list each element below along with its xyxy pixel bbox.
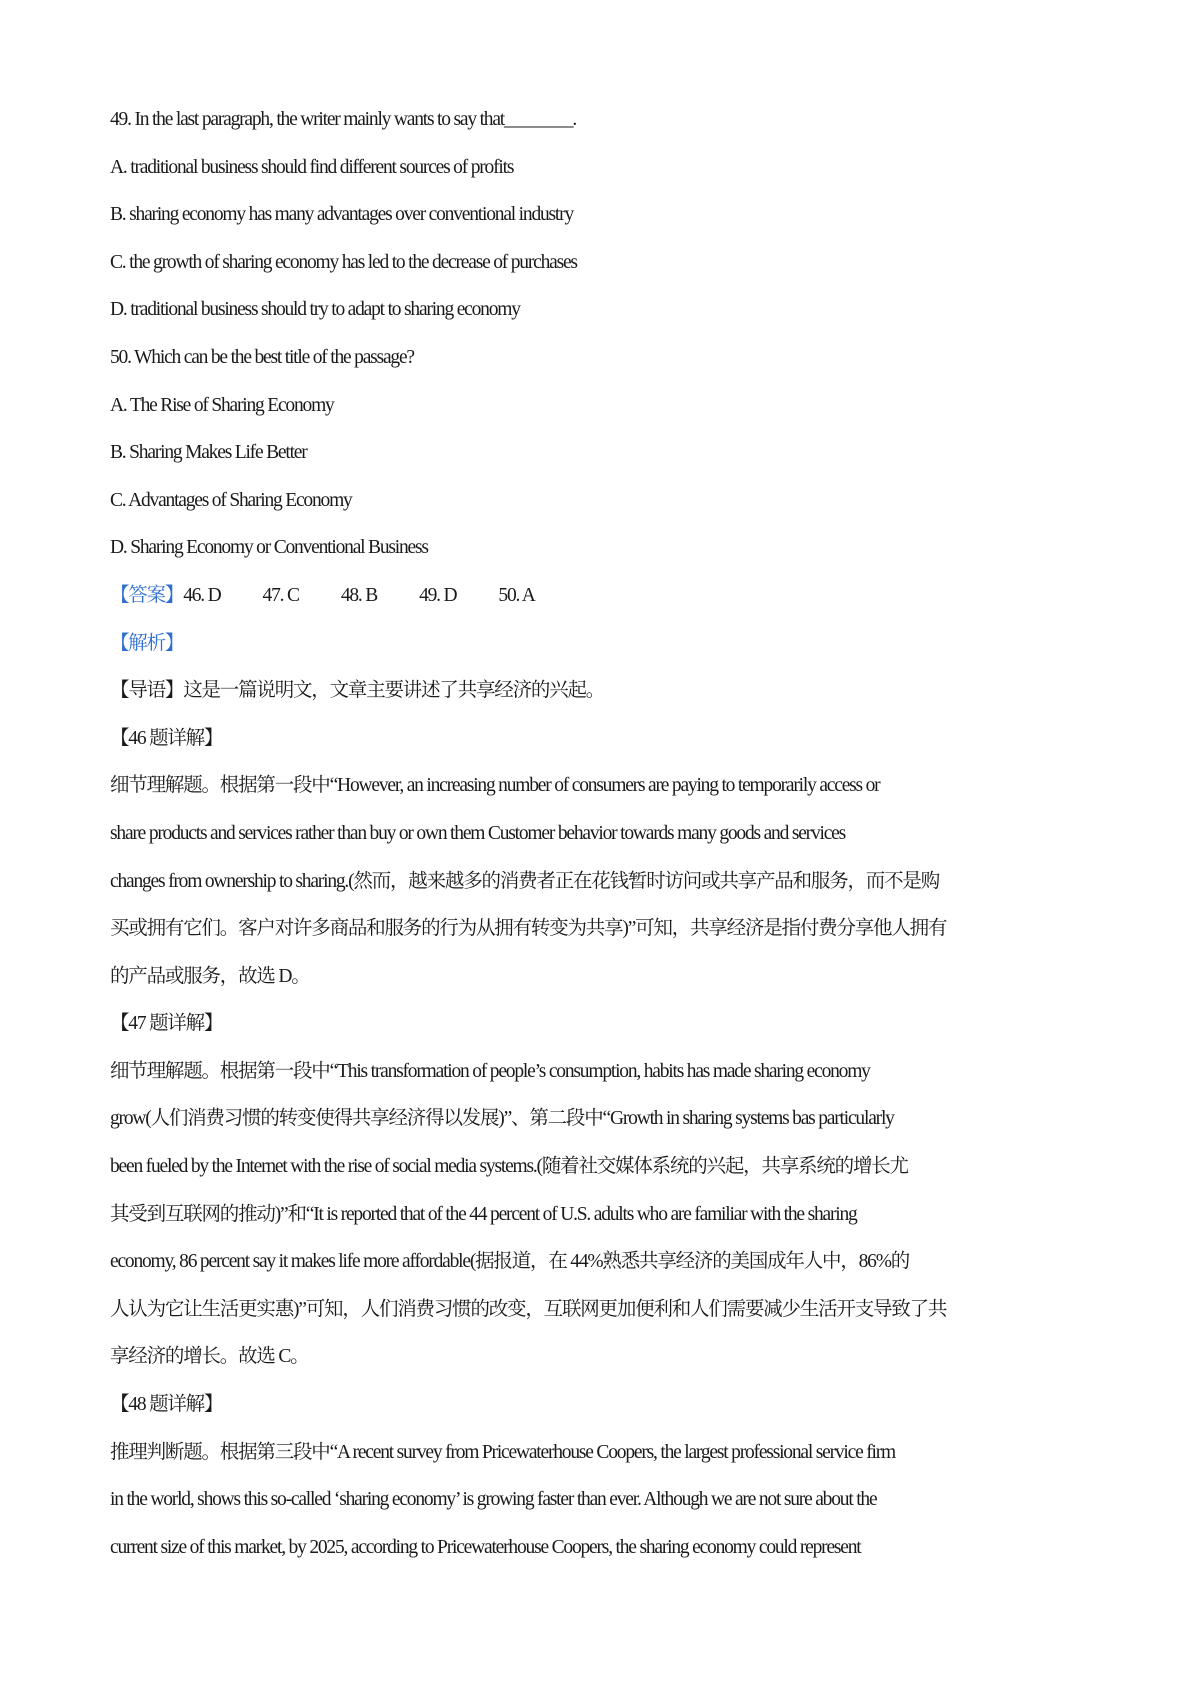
question-48-explanation	[110, 1429, 1100, 1572]
question-49-option-c: C. the growth of sharing economy has led to the decrease of purchases	[110, 251, 577, 273]
explanation-line: 的产品或服务，故选 D。	[110, 965, 310, 987]
answer-item: 46. D	[183, 584, 221, 606]
explanation-line: 买或拥有它们。客户对许多商品和服务的行为从拥有转变为共享)”可知，共享经济是指付费分享他人拥有	[110, 918, 947, 940]
question-49-option-b: B. sharing economy has many advantages over conventional industry	[110, 204, 573, 226]
question-48-explanation-header: 【48 题详解】	[110, 1394, 223, 1416]
question-50-option-c: C. Advantages of Sharing Economy	[110, 489, 352, 511]
explanation-line: changes from ownership to sharing.(然而，越来越多的消费者正在花钱暂时访问或共享产品和服务，而不是购	[110, 870, 939, 892]
explanation-line: 享经济的增长。故选 C。	[110, 1346, 309, 1368]
explanation-line: been fueled by the Internet with the rise of social media systems.(随着社交媒体系统的兴起，共享系统的增长尤	[110, 1156, 908, 1178]
answer-item: 48. B	[340, 584, 378, 606]
guide-text: 【导语】这是一篇说明文，文章主要讲述了共享经济的兴起。	[110, 680, 605, 702]
answer-item: 49. D	[419, 584, 457, 606]
question-50-option-a: A. The Rise of Sharing Economy	[110, 394, 334, 416]
question-50-option-d: D. Sharing Economy or Conventional Business	[110, 537, 428, 559]
explanation-line: 细节理解题。根据第一段中“However, an increasing number of consumers are paying to temporarily access or	[110, 775, 880, 797]
question-50-option-b: B. Sharing Makes Life Better	[110, 442, 307, 464]
question-49-option-d: D. traditional business should try to adapt to sharing economy	[110, 299, 520, 321]
explanation-line: 人认为它让生活更实惠)”可知，人们消费习惯的改变，互联网更加便利和人们需要减少生活开支导致了共	[110, 1298, 947, 1320]
document-page	[110, 96, 1100, 1571]
explanation-line: 其受到互联网的推动)”和“It is reported that of the 44 percent of U.S. adults who are familiar with the sharing	[110, 1203, 857, 1225]
answer-item: 47. C	[262, 584, 299, 606]
question-47-explanation	[110, 1048, 1100, 1381]
question-46-explanation	[110, 762, 1100, 1000]
answer-label: 【答案】	[110, 584, 184, 606]
question-46-explanation-header: 【46 题详解】	[110, 727, 223, 749]
explanation-line: 推理判断题。根据第三段中“A recent survey from Pricewaterhouse Coopers, the largest professional service firm	[110, 1441, 896, 1463]
explanation-line: in the world, shows this so-called ‘sharing economy’ is growing faster than ever. Although we are not sure about the	[110, 1489, 877, 1511]
explanation-line: grow(人们消费习惯的转变使得共享经济得以发展)”、第二段中“Growth in sharing systems bas particularly	[110, 1108, 894, 1130]
question-49-option-a: A. traditional business should find different sources of profits	[110, 156, 514, 178]
question-47-explanation-header: 【47 题详解】	[110, 1013, 223, 1035]
question-50-stem: 50. Which can be the best title of the passage?	[110, 346, 414, 368]
question-49-stem: 49. In the last paragraph, the writer mainly wants to say that________.	[110, 109, 577, 130]
explanation-line: current size of this market, by 2025, according to Pricewaterhouse Coopers, the sharing economy could represent	[110, 1536, 861, 1558]
explanation-line: economy, 86 percent say it makes life more affordable(据报道，在 44%熟悉共享经济的美国成年人中，86%的	[110, 1251, 910, 1273]
explanation-line: 细节理解题。根据第一段中“This transformation of people’s consumption, habits has made sharing economy	[110, 1060, 870, 1082]
explanation-line: share products and services rather than buy or own them Customer behavior towards many goods and services	[110, 822, 846, 844]
answer-item: 50. A	[498, 584, 535, 606]
analysis-label: 【解析】	[110, 632, 184, 654]
answer-key	[110, 572, 1100, 620]
